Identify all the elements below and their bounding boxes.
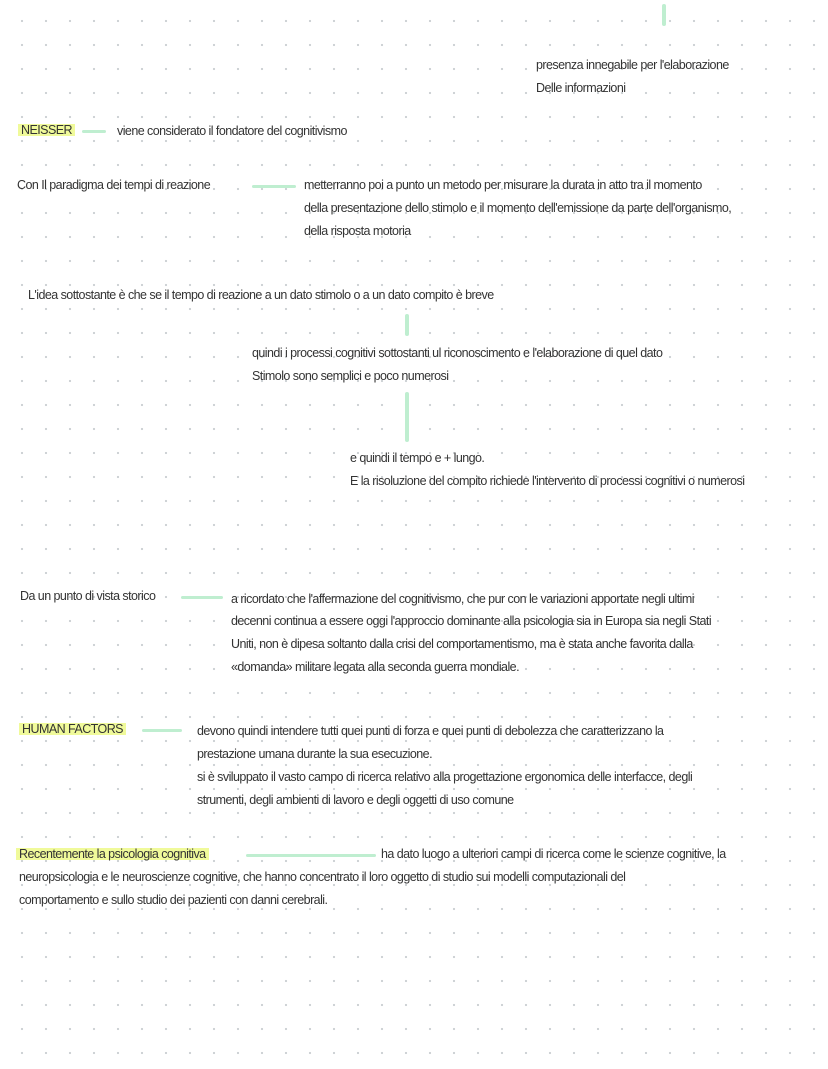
human-factors-highlight: HUMAN FACTORS (19, 722, 126, 736)
quindi-vertical-connector (405, 392, 409, 442)
storico-line-1: a ricordato che l'affermazione del cognitivismo, che pur con le variazioni apportate negli ultimi (231, 592, 694, 606)
neisser-keyword (18, 119, 75, 142)
human-factors-line-2: prestazione umana durante la sua esecuzione. (197, 747, 432, 761)
neisser-highlight: NEISSER (18, 123, 75, 137)
top-vertical-connector (662, 4, 666, 26)
storico-line-3: Uniti, non è dipesa soltanto dalla crisi del comportamentismo, ma è stata anche favorita dalla (231, 637, 693, 651)
quindi-line-1: quindi i processi cognitivi sottostanti ul riconoscimento e l'elaborazione di quel dato (252, 346, 663, 360)
recente-connector (246, 854, 376, 857)
human-factors-line-3: si è sviluppato il vasto campo di ricerca relativo alla progettazione ergonomica delle interfacce, degli (197, 770, 693, 784)
paradigm-keyword: Con Il paradigma dei tempi di reazione (17, 178, 211, 192)
tempo-line-1: e quindi il tempo e + lungo. (350, 451, 485, 465)
storico-line-4: «domanda» militare legata alla seconda guerra mondiale. (231, 660, 520, 674)
idea-vertical-connector (405, 314, 409, 336)
human-factors-connector (142, 729, 182, 732)
top-note-line-1: presenza innegabile per l'elaborazione (536, 58, 729, 72)
recente-first-line: ha dato luogo a ulteriori campi di ricerca come le scienze cognitive, la (381, 847, 726, 861)
storico-keyword: Da un punto di vista storico (20, 589, 156, 603)
recente-keyword (16, 843, 209, 866)
paradigm-line-2: della presentazione dello stimolo e il momento dell'emissione da parte dell'organismo, (304, 201, 732, 215)
human-factors-line-1: devono quindi intendere tutti quei punti di forza e quei punti di debolezza che caratterizzano la (197, 724, 664, 738)
quindi-line-2: Stimolo sono semplici e poco numerosi (252, 369, 449, 383)
neisser-connector (82, 130, 106, 133)
recente-line-2: neuropsicologia e le neuroscienze cognitive, che hanno concentrato il loro oggetto di studio sui modelli computazionali del (19, 870, 626, 884)
recente-line-3: comportamento e sullo studio dei pazienti con danni cerebrali. (19, 893, 328, 907)
top-note-line-2: Delle informazioni (536, 81, 626, 95)
paradigm-connector (252, 185, 296, 188)
storico-connector (181, 596, 223, 599)
paradigm-line-1: metterranno poi a punto un metodo per misurare la durata in atto tra il momento (304, 178, 702, 192)
human-factors-line-4: strumenti, degli ambienti di lavoro e degli oggetti di uso comune (197, 793, 514, 807)
storico-line-2: decenni continua a essere oggi l'approccio dominante alla psicologia sia in Europa sia negli Stati (231, 614, 712, 628)
neisser-text: viene considerato il fondatore del cognitivismo (117, 124, 347, 138)
tempo-line-2: E la risoluzione del compito richiede l'intervento di processi cognitivi o numerosi (350, 474, 745, 488)
paradigm-line-3: della risposta motoria (304, 224, 411, 238)
recente-highlight: Recentemente la psicologia cognitiva (16, 847, 209, 861)
idea-text: L'idea sottostante è che se il tempo di reazione a un dato stimolo o a un dato compito è breve (28, 288, 494, 302)
human-factors-keyword (19, 718, 126, 741)
